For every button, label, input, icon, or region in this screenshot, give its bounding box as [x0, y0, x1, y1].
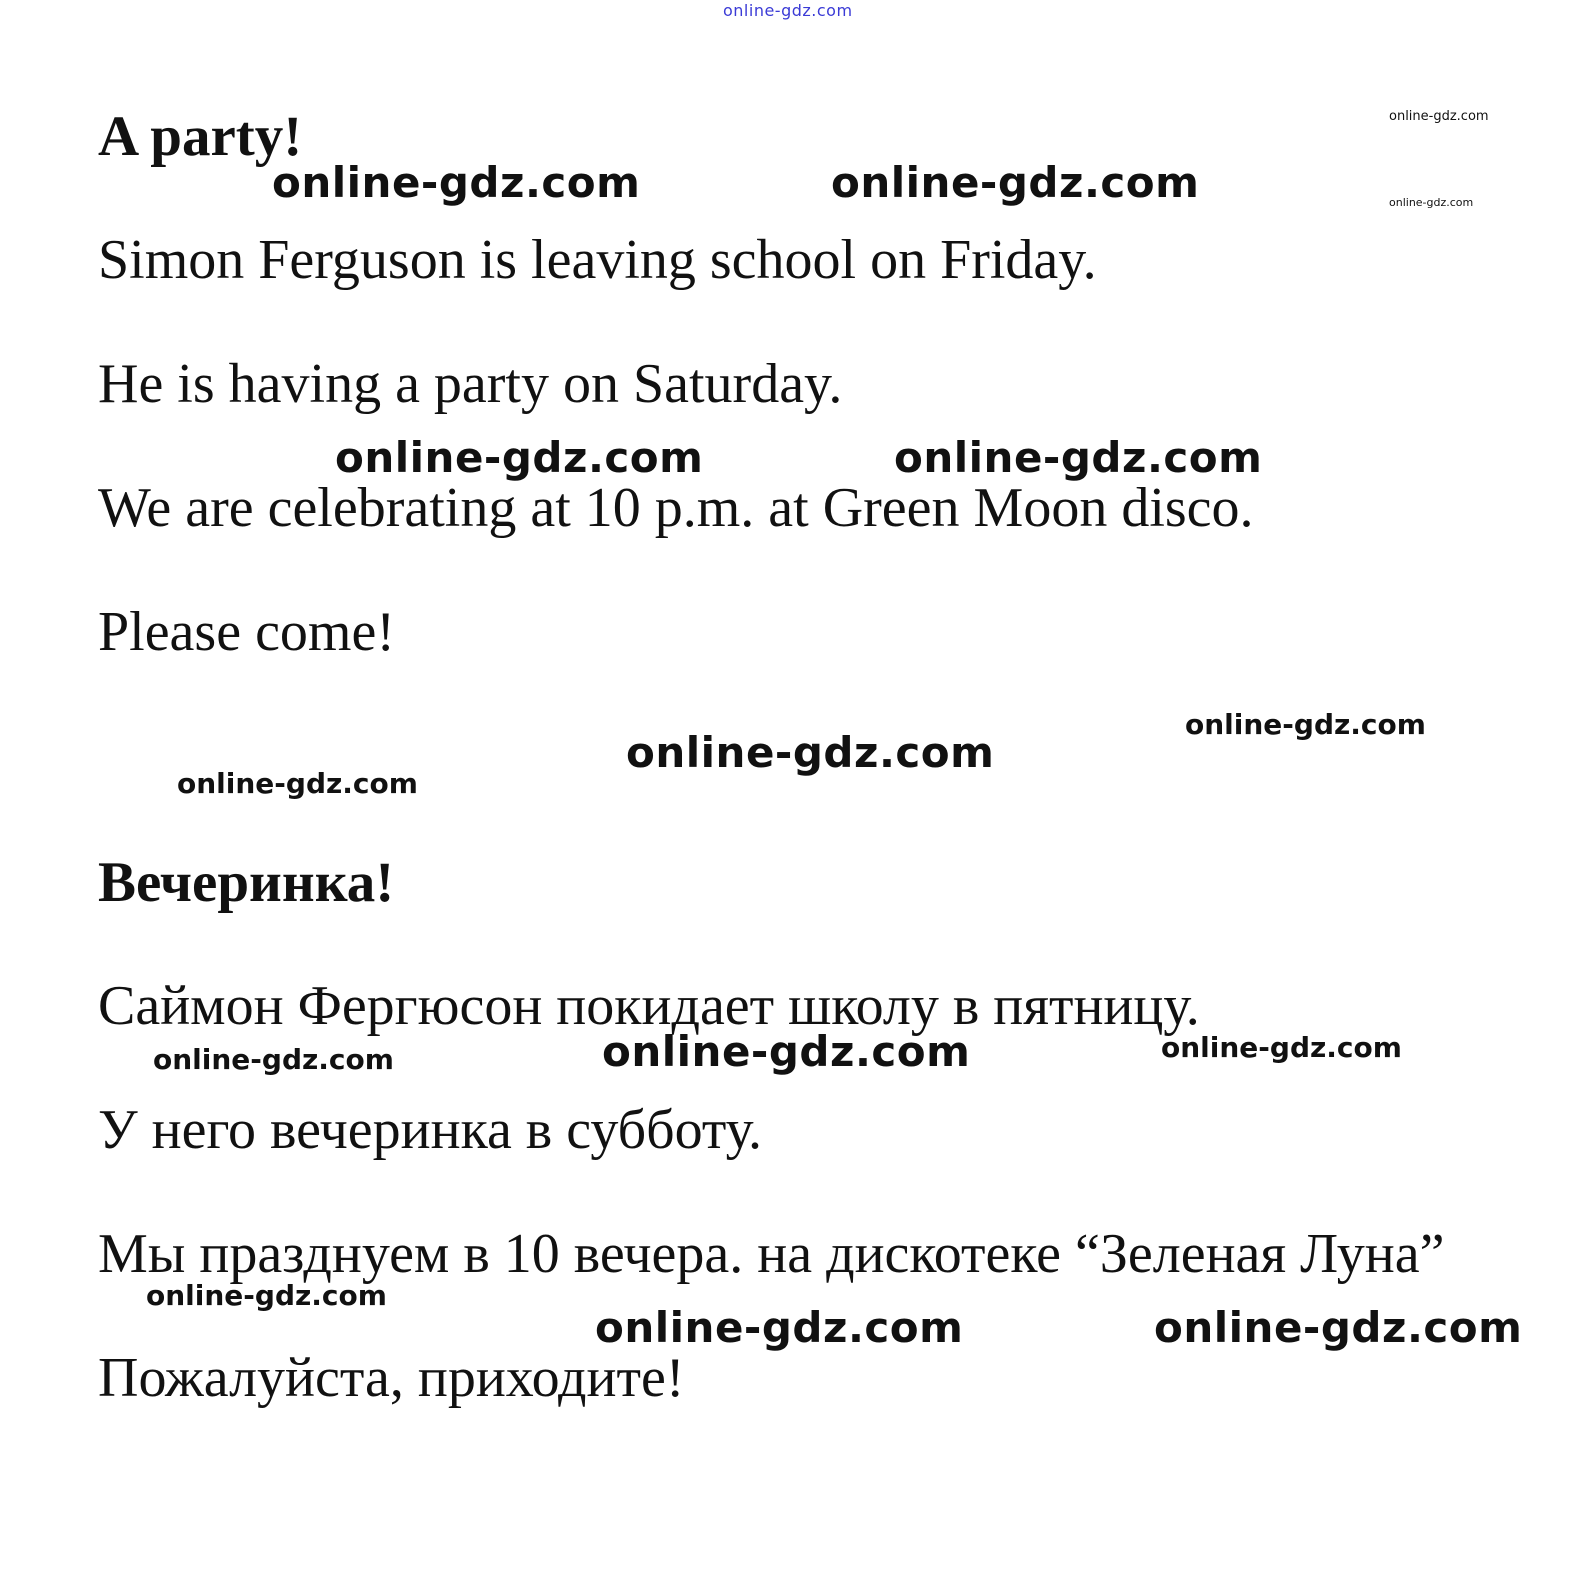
watermark: online-gdz.com — [626, 728, 995, 777]
english-line: We are celebrating at 10 p.m. at Green Moon disco. — [98, 477, 1254, 539]
watermark: online-gdz.com — [1389, 196, 1474, 209]
watermark: online-gdz.com — [595, 1303, 964, 1352]
russian-line: У него вечеринка в субботу. — [98, 1099, 762, 1161]
english-line: Please come! — [98, 601, 395, 663]
watermark: online-gdz.com — [602, 1027, 971, 1076]
russian-heading: Вечеринка! — [98, 851, 395, 914]
english-heading: A party! — [98, 105, 303, 168]
russian-line: Саймон Фергюсон покидает школу в пятницу. — [98, 975, 1200, 1037]
watermark: online-gdz.com — [272, 158, 641, 207]
russian-line: Мы празднуем в 10 вечера. на дискотеке “Зеленая Луна” — [98, 1223, 1445, 1285]
watermark: online-gdz.com — [153, 1043, 394, 1076]
watermark: online-gdz.com — [1154, 1303, 1523, 1352]
watermark-top: online-gdz.com — [723, 1, 853, 20]
watermark: online-gdz.com — [1161, 1031, 1402, 1064]
watermark: online-gdz.com — [1185, 708, 1426, 741]
watermark: online-gdz.com — [335, 433, 704, 482]
watermark: online-gdz.com — [894, 433, 1263, 482]
watermark: online-gdz.com — [831, 158, 1200, 207]
english-line: Simon Ferguson is leaving school on Friday. — [98, 229, 1097, 291]
watermark: online-gdz.com — [146, 1279, 387, 1312]
english-line: He is having a party on Saturday. — [98, 353, 843, 415]
russian-line: Пожалуйста, приходите! — [98, 1347, 685, 1409]
watermark: online-gdz.com — [177, 767, 418, 800]
watermark: online-gdz.com — [1389, 109, 1489, 124]
